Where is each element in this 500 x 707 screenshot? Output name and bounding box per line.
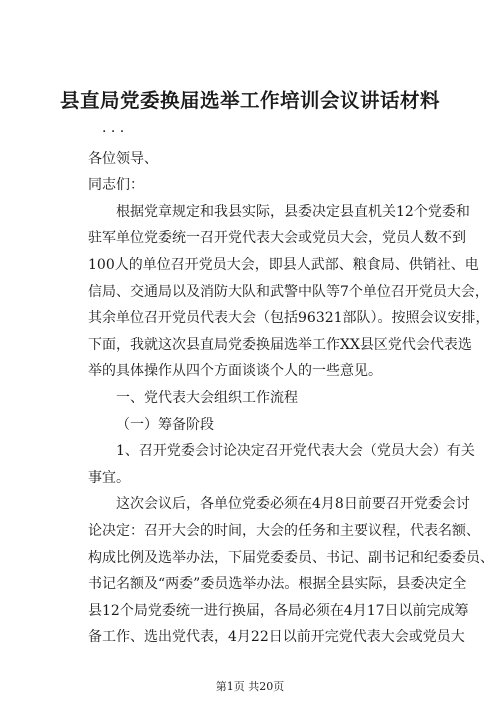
paragraph-line: 县12个局党委统一进行换届，各局必须在4月17日以前完成筹: [88, 602, 469, 619]
paragraph-line: 论决定：召开大会的时间，大会的任务和主要议程，代表名额、: [88, 522, 480, 539]
paragraph-line: 书记名额及“两委”委员选举办法。根据全县实际，县委决定全: [88, 576, 467, 593]
paragraph-line: 其余单位召开党员代表大会（包括96321部队）。按照会议安排，: [88, 310, 490, 327]
paragraph-line: 构成比例及选举办法，下届党委委员、书记、副书记和纪委委员、: [88, 549, 494, 566]
document-title: 县直局党委换届选举工作培训会议讲话材料: [59, 89, 440, 112]
paragraph-line: 1、召开党委会讨论决定召开党代表大会（党员大会）有关: [116, 443, 475, 460]
paragraph-line: 100人的单位召开党员大会，即县人武部、粮食局、供销社、电: [88, 256, 479, 273]
paragraph-line: 备工作、选出党代表，4月22日以前开完党代表大会或党员大: [88, 629, 465, 646]
salutation-leaders: 各位领导、: [88, 150, 158, 167]
paragraph-line: 事宜。: [88, 469, 130, 486]
section-heading: 一、党代表大会组织工作流程: [116, 389, 298, 406]
ellipsis-line: · · ·: [102, 124, 125, 140]
paragraph-line: 驻军单位党委统一召开党代表大会或党员大会，党员人数不到: [88, 230, 466, 247]
subsection-heading: （一）筹备阶段: [116, 416, 214, 433]
paragraph-line: 根据党章规定和我县实际，县委决定县直机关12个党委和: [116, 203, 470, 220]
paragraph-line: 这次会议后，各单位党委必须在4月8日前要召开党委会讨: [116, 496, 470, 513]
paragraph-line: 下面，我就这次县直局党委换届选举工作XX县区党代会代表选: [88, 336, 472, 353]
document-body: [88, 119, 494, 651]
page-number-footer: 第1页 共20页: [215, 680, 285, 693]
salutation-comrades: 同志们：: [88, 177, 144, 194]
paragraph-line: 信局、交通局以及消防大队和武警中队等7个单位召开党员大会，: [88, 283, 489, 300]
paragraph-line: 举的具体操作从四个方面谈谈个人的一些意见。: [88, 363, 382, 380]
